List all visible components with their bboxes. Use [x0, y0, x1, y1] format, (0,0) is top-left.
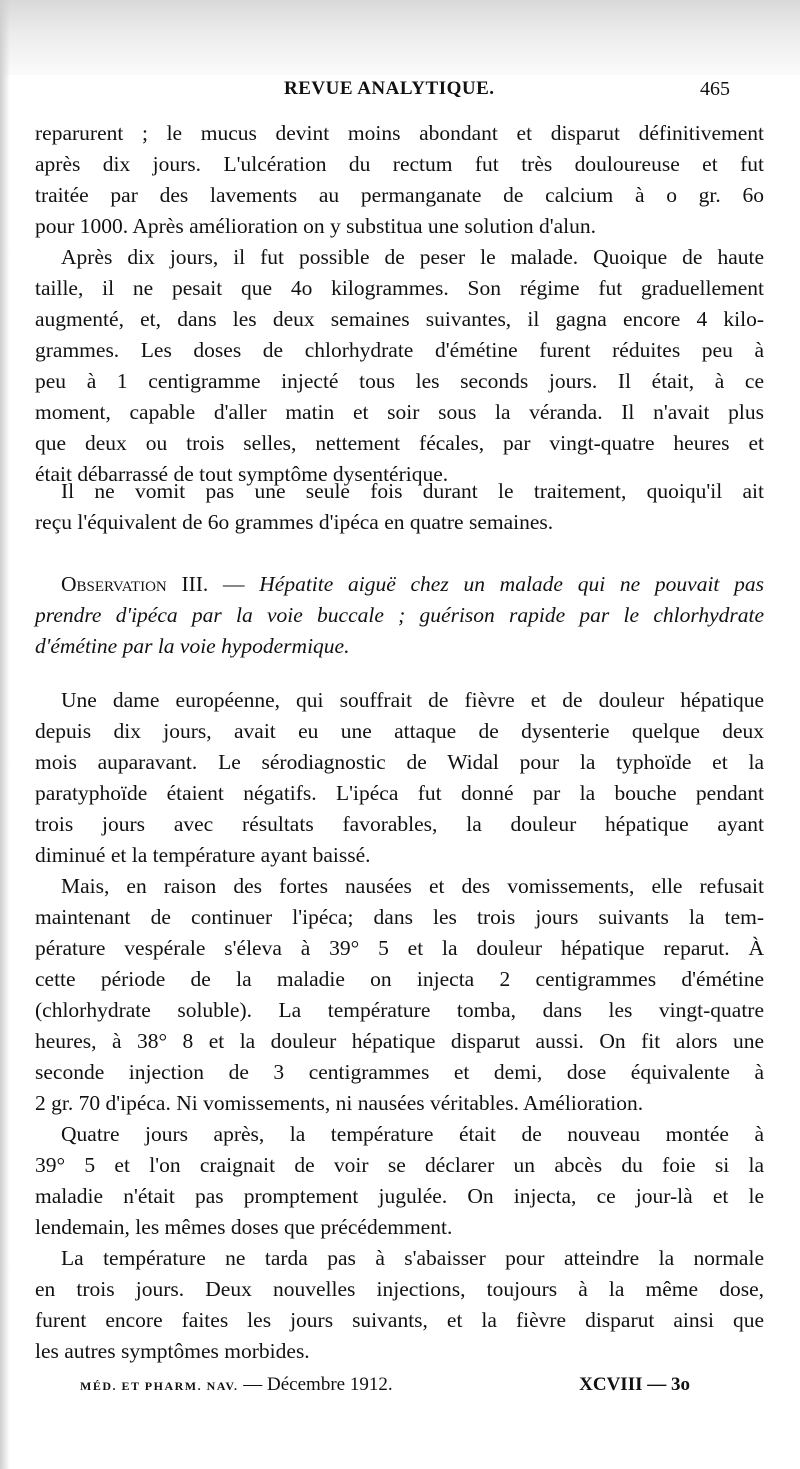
text-line: 2 gr. 70 d'ipéca. Ni vomissements, ni nausées véritables. Amélioration.: [35, 1091, 644, 1115]
running-title: REVUE ANALYTIQUE.: [284, 78, 495, 99]
text-line: heures, à 38° 8 et la douleur hépatique disparut aussi. On fit alors une: [35, 1029, 764, 1053]
text-line: Il ne vomit pas une seule fois durant le traitement, quoiqu'il ait: [61, 479, 764, 503]
text-line: moment, capable d'aller matin et soir sous la véranda. Il n'avait plus: [35, 400, 764, 424]
text-line: Une dame européenne, qui souffrait de fièvre et de douleur hépatique: [61, 688, 764, 712]
text-line: traitée par des lavements au permanganate de calcium à o gr. 6o: [35, 183, 764, 207]
scan-shadow-left: [0, 0, 10, 1469]
text-line: reparurent ; le mucus devint moins abondant et disparut définitivement: [35, 121, 764, 145]
text-line: seconde injection de 3 centigrammes et demi, dose équivalente à: [35, 1060, 764, 1084]
text-line: La température ne tarda pas à s'abaisser pour atteindre la normale: [61, 1246, 764, 1270]
text-line: en trois jours. Deux nouvelles injections, toujours à la même dose,: [35, 1277, 764, 1301]
text-line: reçu l'équivalent de 6o grammes d'ipéca en quatre semaines.: [35, 510, 554, 534]
observation-title: d'émétine par la voie hypodermique.: [35, 634, 350, 658]
observation-heading: [35, 569, 764, 662]
text-line: taille, il ne pesait que 4o kilogrammes. Son régime fut graduellement: [35, 276, 764, 300]
text-line: grammes. Les doses de chlorhydrate d'émétine furent réduites peu à: [35, 338, 764, 362]
text-line: après dix jours. L'ulcération du rectum fut très douloureuse et fut: [35, 152, 764, 176]
running-head: [0, 78, 800, 106]
footer-dash: —: [238, 1374, 268, 1395]
text-line: paratyphoïde étaient négatifs. L'ipéca fut donné par la bouche pendant: [35, 781, 764, 805]
paragraph-1: [35, 118, 764, 242]
paragraph-4: [35, 685, 764, 871]
text-line: mois auparavant. Le sérodiagnostic de Widal pour la typhoïde et la: [35, 750, 764, 774]
text-line: augmenté, et, dans les deux semaines suivantes, il gagna encore 4 kilo-: [35, 307, 764, 331]
text-line: Après dix jours, il fut possible de peser le malade. Quoique de haute: [61, 245, 764, 269]
text-line: depuis dix jours, avait eu une attaque de dysenterie quelque deux: [35, 719, 764, 743]
paragraph-3: [35, 476, 764, 538]
observation-line: [35, 600, 764, 631]
text-line: trois jours avec résultats favorables, la douleur hépatique ayant: [35, 812, 764, 836]
observation-title: Hépatite aiguë chez un malade qui ne pouvait pas: [259, 572, 764, 596]
paragraph-5: [35, 871, 764, 1119]
text-line: Quatre jours après, la température était de nouveau montée à: [61, 1122, 764, 1146]
observation-dash: —: [208, 572, 260, 596]
text-line: maladie n'était pas promptement jugulée. On injecta, ce jour-là et le: [35, 1184, 764, 1208]
footer-journal: MÉD. ET PHARM. NAV.: [80, 1379, 239, 1393]
paragraph-7: [35, 1243, 764, 1367]
text-line: que deux ou trois selles, nettement fécales, par vingt-quatre heures et: [35, 431, 764, 455]
text-line: 39° 5 et l'on craignait de voir se déclarer un abcès du foie si la: [35, 1153, 764, 1177]
text-line: cette période de la maladie on injecta 2 centigrammes d'émétine: [35, 967, 764, 991]
text-line: (chlorhydrate soluble). La température tomba, dans les vingt-quatre: [35, 998, 764, 1022]
text-line: furent encore faites les jours suivants, et la fièvre disparut ainsi que: [35, 1308, 764, 1332]
paragraph-2: [35, 242, 764, 490]
page-footer: [80, 1374, 690, 1402]
text-line: Mais, en raison des fortes nausées et des vomissements, elle refusait: [61, 874, 764, 898]
text-line: lendemain, les mêmes doses que précédemment.: [35, 1215, 453, 1239]
paragraph-6: [35, 1119, 764, 1243]
text-line: pérature vespérale s'éleva à 39° 5 et la douleur hépatique reparut. À: [35, 936, 764, 960]
page-number: 465: [700, 78, 730, 100]
text-line: diminué et la température ayant baissé.: [35, 843, 371, 867]
observation-title: prendre d'ipéca par la voie buccale ; guérison rapide par le chlorhydrate: [35, 603, 764, 627]
scan-shadow-top: [0, 0, 800, 75]
text-line: pour 1000. Après amélioration on y substitua une solution d'alun.: [35, 214, 597, 238]
text-line: peu à 1 centigramme injecté tous les seconds jours. Il était, à ce: [35, 369, 764, 393]
text-line: les autres symptômes morbides.: [35, 1339, 310, 1363]
text-line: maintenant de continuer l'ipéca; dans les trois jours suivants la tem-: [35, 905, 764, 929]
observation-line: [35, 569, 764, 600]
observation-line: [35, 631, 764, 662]
text-line: était débarrassé de tout symptôme dysentérique.: [35, 462, 449, 486]
footer-signature: XCVIII — 3o: [579, 1374, 690, 1395]
observation-label: Observation III.: [61, 572, 209, 596]
footer-date: Décembre 1912.: [267, 1374, 393, 1395]
footer-citation: [80, 1374, 393, 1396]
